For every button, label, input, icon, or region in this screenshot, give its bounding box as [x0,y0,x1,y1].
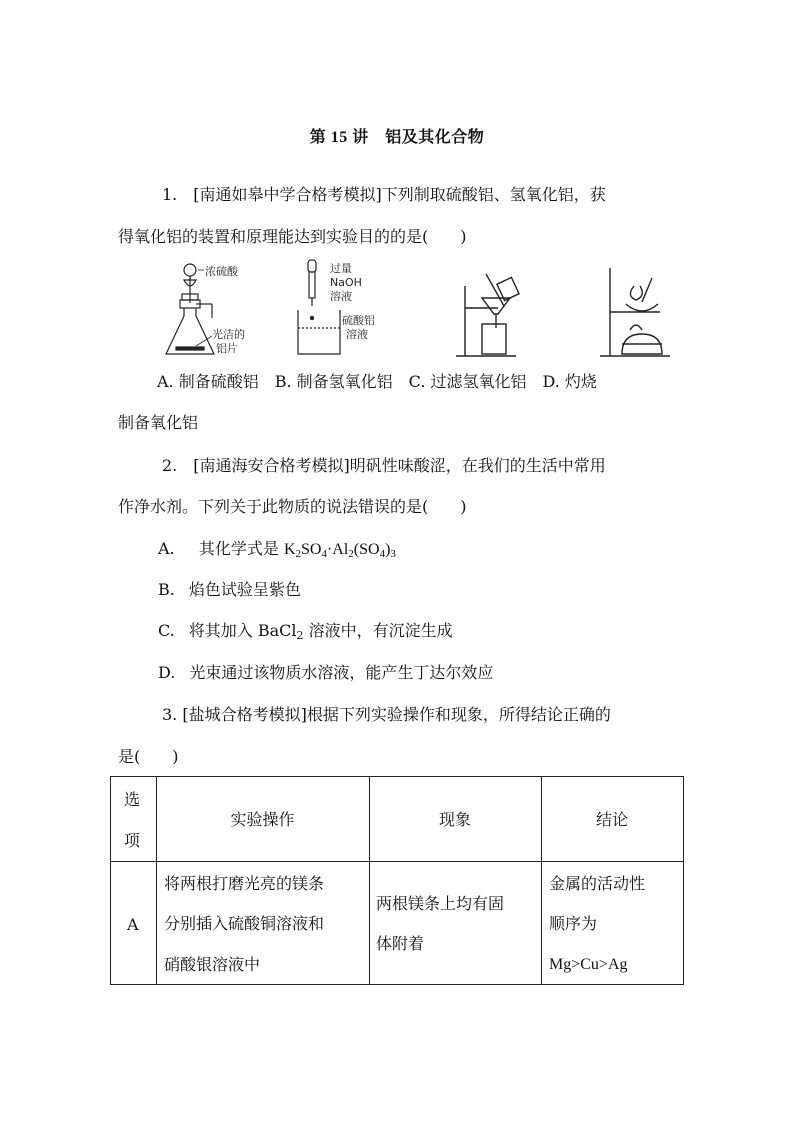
q1-apparatus-figures [160,258,700,363]
q3-table [110,776,684,985]
header-operation: 实验操作 [230,810,295,829]
q1-options-cont: 制备氧化铝 [118,413,199,432]
label-excess: 过量 [330,262,352,275]
row-conclusion-3: Mg>Cu>Ag [549,956,628,973]
q1-line1: 1. [南通如皋中学合格考模拟]下列制取硫酸铝、氢氧化铝，获 [162,185,606,204]
header-option-1: 选 [124,790,141,809]
q2-option-d: D. 光束通过该物质水溶液，能产生丁达尔效应 [158,663,494,682]
header-phenomenon: 现象 [438,810,471,829]
row-operation-3: 硝酸银溶液中 [164,955,261,974]
q2-line1: 2. [南通海安合格考模拟]明矾性味酸涩，在我们的生活中常用 [162,456,606,475]
label-al-piece-1: 光洁的 [212,328,245,341]
q2-a-text: 其化学式是 [198,539,279,558]
row-phenomenon-1: 两根镁条上均有固 [376,894,505,913]
row-operation-2: 分别插入硫酸铜溶液和 [164,914,325,933]
header-option-2: 项 [124,831,141,850]
label-al2so4-1: 硫酸铝 [342,314,375,327]
apparatus-c-filtration [456,274,519,356]
label-conc-acid: 浓硫酸 [205,265,238,278]
q2-a-label: A. [158,539,175,558]
q1-options: A. 制备硫酸铝 B. 制备氢氧化铝 C. 过滤氢氧化铝 D. 灼烧 [157,372,597,391]
label-solution1: 溶液 [330,290,352,303]
q2-option-c: C. 将其加入 BaCl$_2$ 溶液中，有沉淀生成 [158,621,453,642]
row-option: A [127,915,139,934]
page-title: 第 15 讲 铝及其化合物 [309,129,485,146]
q2-line2: 作净水剂。下列关于此物质的说法错误的是( ) [118,497,467,516]
label-al-piece-2: 铝片 [216,342,238,355]
row-conclusion-2: 顺序为 [549,914,598,933]
q3-line1: 3. [盐城合格考模拟]根据下列实验操作和现象，所得结论正确的 [162,705,611,724]
q2-option-a [158,539,396,564]
q3-line2: 是( ) [118,747,179,766]
row-operation-1: 将两根打磨光亮的镁条 [164,874,325,893]
label-naoh: NaOH [330,276,362,289]
q1-line2: 得氧化铝的装置和原理能达到实验目的的是( ) [118,227,467,246]
q2-option-b: B. 焰色试验呈紫色 [158,580,301,599]
label-al2so4-2: 溶液 [346,328,368,341]
row-phenomenon-2: 体附着 [376,934,425,953]
alum-formula: $K_2SO_4\cdot Al_2(SO_4)_3$ [283,541,396,560]
header-conclusion: 结论 [595,810,628,829]
apparatus-d-heating [600,268,670,356]
row-conclusion-1: 金属的活动性 [549,874,646,893]
